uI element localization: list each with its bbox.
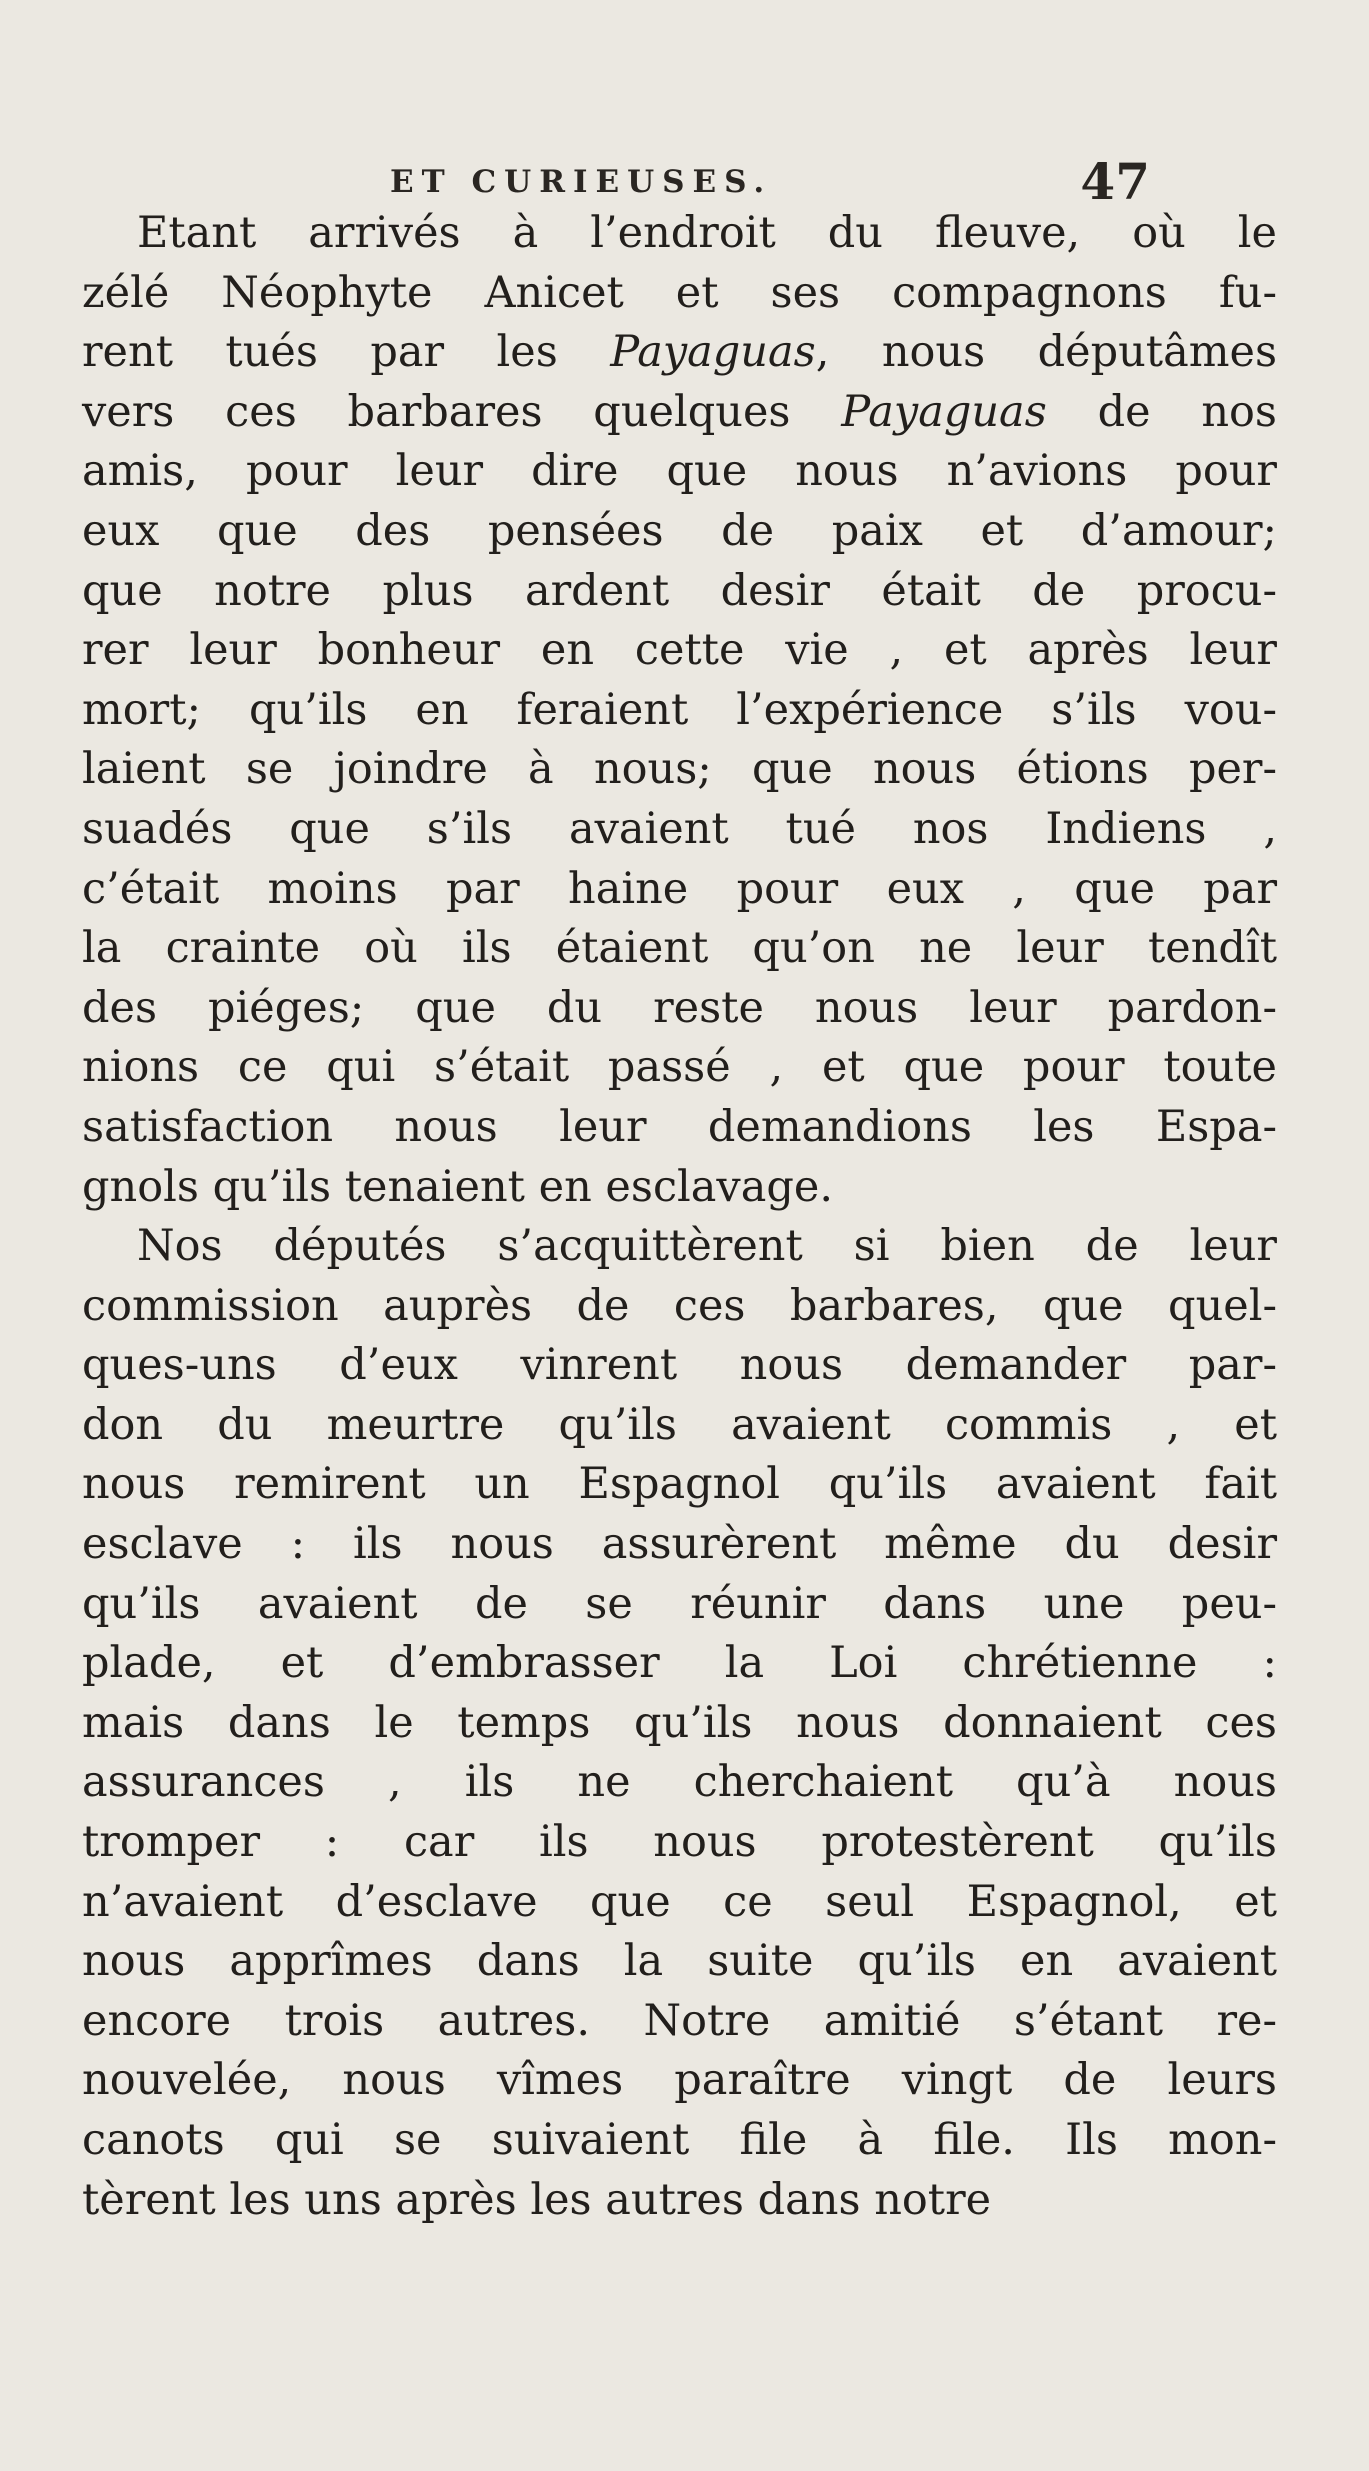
text-line: [82, 323, 1277, 383]
text-line: canots qui se suivaient file à file. Ils mon-: [82, 2115, 1277, 2165]
text-line: amis, pour leur dire que nous n’avions pour: [82, 446, 1277, 497]
text-line: encore trois autres. Notre amitié s’étant re-: [82, 1995, 1277, 2046]
body-text: [82, 204, 1277, 2230]
text-line: laient se joindre à nous; que nous étions per-: [82, 744, 1277, 795]
italic-text: Payaguas: [610, 327, 816, 378]
text-line: assurances , ils ne cherchaient qu’à nous: [82, 1757, 1277, 1808]
text-line: don du meurtre qu’ils avaient commis , et: [82, 1399, 1277, 1450]
text-line: rer leur bonheur en cette vie , et après leur: [82, 625, 1277, 676]
text-run: , nous députâmes: [815, 327, 1278, 378]
text-line: c’était moins par haine pour eux , que par: [82, 863, 1277, 914]
text-line: Nos députés s’acquittèrent si bien de leur: [137, 1221, 1277, 1272]
text-line: que notre plus ardent desir était de procu-: [82, 565, 1277, 616]
text-line: gnols qu’ils tenaient en esclavage.: [82, 1161, 833, 1212]
paragraph-1: [82, 204, 1277, 1217]
text-line: n’avaient d’esclave que ce seul Espagnol, et: [82, 1876, 1277, 1927]
text-line: plade, et d’embrasser la Loi chrétienne :: [82, 1638, 1277, 1689]
text-line: suadés que s’ils avaient tué nos Indiens ,: [82, 803, 1277, 854]
text-line: commission auprès de ces barbares, que quel-: [82, 1280, 1277, 1331]
text-line: zélé Néophyte Anicet et ses compagnons fu-: [82, 267, 1277, 318]
text-line: esclave : ils nous assurèrent même du desir: [82, 1519, 1277, 1570]
text-run: vers ces barbares quelques: [82, 386, 842, 437]
text-line: la crainte où ils étaient qu’on ne leur tendît: [82, 923, 1277, 974]
text-line: qu’ils avaient de se réunir dans une peu-: [82, 1578, 1277, 1629]
text-line: eux que des pensées de paix et d’amour;: [82, 505, 1277, 556]
text-line: mais dans le temps qu’ils nous donnaient ces: [82, 1697, 1277, 1748]
italic-text: Payaguas: [841, 386, 1047, 437]
text-line: tromper : car ils nous protestèrent qu’ils: [82, 1817, 1277, 1868]
text-line: nouvelée, nous vîmes paraître vingt de leurs: [82, 2055, 1277, 2106]
page-number: 47: [1080, 152, 1150, 211]
text-line: ques-uns d’eux vinrent nous demander par-: [82, 1340, 1277, 1391]
text-line: [82, 383, 1277, 443]
text-line: satisfaction nous leur demandions les Espa-: [82, 1101, 1277, 1152]
text-run: rent tués par les: [82, 327, 611, 378]
text-line: nous remirent un Espagnol qu’ils avaient fait: [82, 1459, 1277, 1510]
text-run: de nos: [1046, 386, 1277, 437]
text-line: Etant arrivés à l’endroit du fleuve, où le: [137, 208, 1277, 258]
running-title: ET CURIEUSES.: [390, 164, 773, 200]
text-line: nions ce qui s’était passé , et que pour toute: [82, 1042, 1277, 1093]
text-line: tèrent les uns après les autres dans notre: [82, 2174, 992, 2225]
paragraph-2: [82, 1217, 1277, 2230]
text-line: des piéges; que du reste nous leur pardon-: [82, 982, 1277, 1033]
text-line: nous apprîmes dans la suite qu’ils en avaient: [82, 1936, 1277, 1987]
text-line: mort; qu’ils en feraient l’expérience s’ils vou-: [82, 684, 1277, 735]
